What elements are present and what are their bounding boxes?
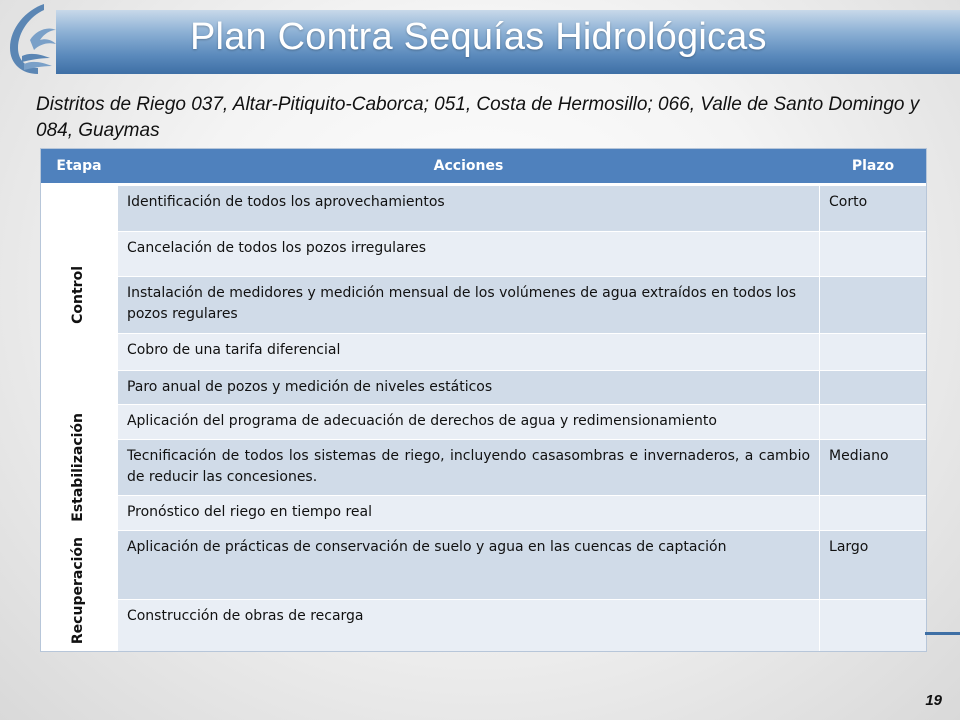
action-cell: Tecnificación de todos los sistemas de riego, incluyendo casasombras e invernaderos, a cambio de reducir las concesiones.	[117, 440, 819, 496]
table-row	[41, 600, 927, 652]
header-actions: Acciones	[117, 148, 819, 185]
stage-recovery-cell	[41, 531, 118, 652]
term-cell: Largo	[820, 531, 927, 600]
action-cell: Cancelación de todos los pozos irregulares	[117, 232, 819, 277]
table-row	[41, 232, 927, 277]
stage-stabilization-cell	[41, 405, 118, 531]
page-number: 19	[925, 692, 942, 709]
table-row	[41, 440, 927, 496]
action-cell: Paro anual de pozos y medición de niveles estáticos	[117, 371, 819, 405]
header-term: Plazo	[820, 148, 927, 185]
stage-control-label: Control	[70, 266, 87, 324]
table-header-row	[41, 148, 927, 185]
stage-control-cell	[41, 185, 118, 405]
stage-recovery-label: Recuperación	[70, 537, 87, 645]
action-cell: Identificación de todos los aprovechamientos	[117, 185, 819, 232]
table-row	[41, 371, 927, 405]
action-cell: Instalación de medidores y medición mensual de los volúmenes de agua extraídos en todos los pozos regulares	[117, 277, 819, 334]
table-row	[41, 277, 927, 334]
table-row	[41, 531, 927, 600]
slide-subtitle: Distritos de Riego 037, Altar-Pitiquito-Caborca; 051, Costa de Hermosillo; 066, Valle de Santo Domingo y 084, Guaymas	[36, 94, 920, 141]
action-cell: Aplicación de prácticas de conservación de suelo y agua en las cuencas de captación	[117, 531, 819, 600]
water-logo-icon	[0, 0, 62, 80]
term-cell	[820, 334, 927, 371]
term-cell	[820, 496, 927, 531]
slide-title: Plan Contra Sequías Hidrológicas	[190, 16, 767, 58]
term-cell	[820, 371, 927, 405]
table-row	[41, 334, 927, 371]
action-cell: Pronóstico del riego en tiempo real	[117, 496, 819, 531]
accent-line	[925, 632, 960, 635]
stage-stabilization-label: Estabilización	[70, 413, 87, 522]
term-cell	[820, 232, 927, 277]
term-cell: Mediano	[820, 440, 927, 496]
table-row	[41, 496, 927, 531]
term-cell: Corto	[820, 185, 927, 232]
drought-plan-table	[40, 148, 927, 652]
term-cell	[820, 405, 927, 440]
table-row	[41, 185, 927, 232]
action-cell: Construcción de obras de recarga	[117, 600, 819, 652]
term-cell	[820, 600, 927, 652]
action-cell: Aplicación del programa de adecuación de derechos de agua y redimensionamiento	[117, 405, 819, 440]
header-stage: Etapa	[41, 148, 118, 185]
action-cell: Cobro de una tarifa diferencial	[117, 334, 819, 371]
table-row	[41, 405, 927, 440]
term-cell	[820, 277, 927, 334]
